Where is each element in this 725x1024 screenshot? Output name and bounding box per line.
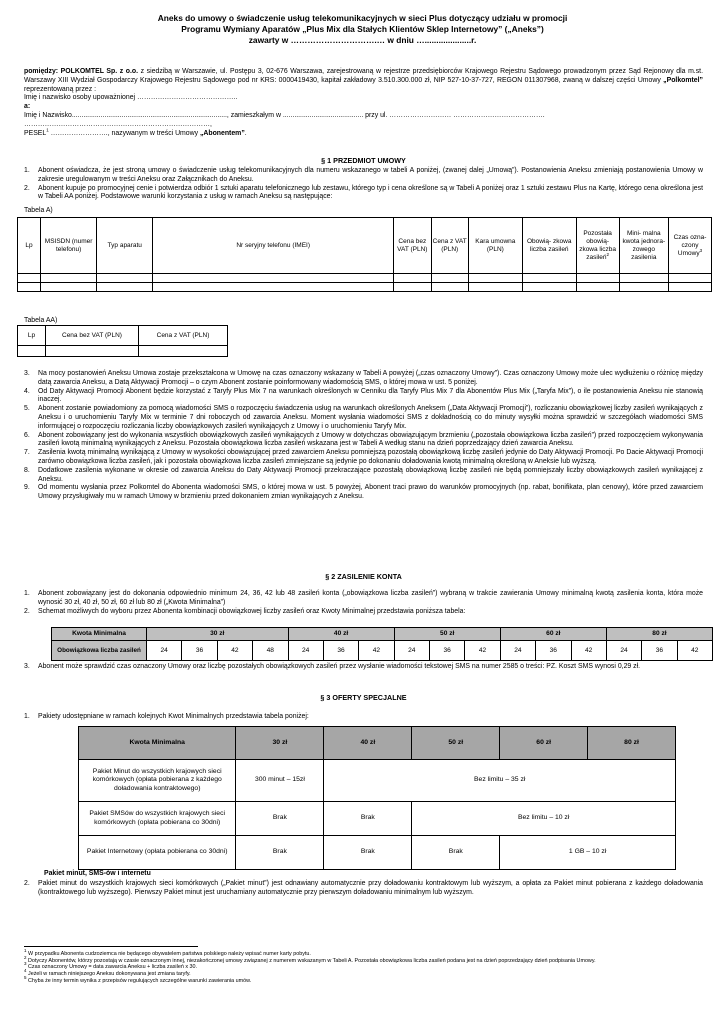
table-cell[interactable]	[431, 274, 468, 283]
party-polkomtel: pomiędzy: POLKOMTEL Sp. z o.o. z siedzibą w Warszawie, ul. Postępu 3, 02-676 Warszawa, zarejestrowaną w rejestrze przedsiębiorców Krajowego Rejestru Sądowego prowadzonym przez Sąd Rejonowy dla m.st. Warszawy XIII Wydział Gospodarczy Krajowego Rejestru Sądowego pod nr KRS: 0000419430, kapitał zakładowy 3.510.300.000 zł, NIP 527-10-37-727, REGON 011307968, zwaną w dalszej części Umowy „Polkomtel” reprezentowaną przez :	[24, 68, 703, 93]
table-cell[interactable]	[619, 274, 668, 283]
table-cell[interactable]	[576, 283, 619, 292]
table-a-header-cell: MSISDN (numer telefonu)	[41, 218, 97, 274]
document-title	[40, 13, 685, 46]
footnote-5: $^5$ Chyba że inny termin wynika z przepisów regulujących szczególne warunki zawierania umów.	[24, 975, 252, 984]
topup-count-cell: 24	[500, 641, 535, 661]
table-cell[interactable]	[97, 274, 153, 283]
table-cell[interactable]	[153, 283, 394, 292]
table-cell[interactable]	[619, 283, 668, 292]
offers-cell: Bez limitu – 35 zł	[324, 760, 676, 802]
topup-count-cell: 36	[430, 641, 465, 661]
offers-header-label: Kwota Minimalna	[79, 727, 236, 760]
table-cell[interactable]	[41, 283, 97, 292]
s1-paragraph-3: 3. Na mocy postanowień Aneksu Umowa zostaje przekształcona w Umowę na czas oznaczony wskazany w Tabeli A powyżej („czas oznaczony Umowy”). Czas oznaczony Umowy może ulec wydłużeniu o różnicę między datą zawarcia Aneksu, a Datą Aktywacji Promocji – o czym Abonent zostanie poinformowany wiadomością SMS, o której mowa w ust. 5 poniżej.	[24, 370, 703, 386]
section-2-paragraphs-b	[24, 663, 703, 672]
s1-paragraph-8: 8. Dodatkowe zasilenia wykonane w okresie od zawarcia Aneksu do Daty Aktywacji Promocji przekraczające pozostałą obowiązkową liczbę zasileń nie będą pomniejszały liczby obowiązkowych zasileń wynikającej z Aneksu.	[24, 466, 703, 483]
table-cell[interactable]	[18, 283, 41, 292]
table-aa	[17, 325, 228, 357]
table-cell[interactable]	[468, 274, 522, 283]
footnote-3: $^3$ Czas oznaczony Umowy = data zawarcia Aneksu + liczba zasileń x 30.	[24, 961, 198, 971]
table-row	[18, 283, 712, 292]
table-cell[interactable]	[41, 274, 97, 283]
title-line-2: Programu Wymiany Aparatów „Plus Mix dla Stałych Klientów Sklep Internetowy” („Aneks”)	[181, 24, 544, 34]
client-name-address-field[interactable]: Imię i Nazwisko................................................................................., zamieszkałym w .......................................... przy ul. ……………………… ………………………………….	[24, 111, 545, 119]
table-aa-label: Tabela AA)	[24, 317, 58, 324]
table-aa-header-cell: Cena bez VAT (PLN)	[46, 326, 139, 346]
s1-paragraph-9: 9. Od momentu wysłania przez Polkomtel do Abonenta wiadomości SMS, o której mowa w ust. 5 powyżej, Abonent traci prawo do warunków promocyjnych (np. rabat, bonifikata, plan cenowy), które przed zawarciem Umowy przysługiwały mu w ramach Umowy w brzmieniu przed dokonaniem zmian wynikających z Aneksu.	[24, 484, 703, 501]
table-cell[interactable]	[669, 283, 712, 292]
offers-row-internet	[79, 836, 676, 870]
table-a-header-cell: Pozostała obowią- zkowa liczba zasileń$^2$	[576, 218, 619, 274]
topup-count-cell: 42	[465, 641, 500, 661]
offers-cell: Brak	[236, 802, 324, 836]
topup-count-cell: 42	[359, 641, 394, 661]
table-aa-header-cell: Cena z VAT (PLN)	[139, 326, 228, 346]
table-a-header-cell: Cena bez VAT (PLN)	[394, 218, 431, 274]
offers-header-amount: 50 zł	[412, 727, 500, 760]
title-line-3: zawarty w ………………………….… w dniu …....................r.	[248, 35, 477, 45]
topup-count-cell: 42	[677, 641, 712, 661]
section-2-paragraphs-a	[24, 590, 703, 616]
required-topups-label: Obowiązkowa liczba zasileń	[52, 641, 147, 661]
min-amount-table	[51, 627, 713, 661]
topup-count-cell: 36	[642, 641, 677, 661]
table-cell[interactable]	[522, 283, 576, 292]
s2-paragraph-1: 1. Abonent zobowiązany jest do dokonania odpowiednio minimum 24, 36, 42 lub 48 zasileń konta („obowiązkowa liczba zasileń”) wybraną w trakcie zawierania Umowy minimalną kwotą zasilenia konta, która może wynosić 30 zł, 40 zł, 50 zł, 60 zł lub 80 zł („Kwota Minimalna”)	[24, 590, 703, 606]
section-1-paragraphs-b	[24, 370, 703, 502]
s1-paragraph-2: 2. Abonent kupuje po promocyjnej cenie i potwierdza odbiór 1 sztuki aparatu telefonicznego lub zestawu, którego typ i cena określone są w Tabeli A poniżej oraz 1 sztuki zestawu Plus na Kartę, którego cena określona jest w Tabeli AA poniżej. Podstawowe warunki korzystania z usług w ramach Aneksu są następujące:	[24, 184, 703, 201]
footnotes	[24, 948, 703, 985]
s1-paragraph-5: 5. Abonent zostanie powiadomiony za pomocą wiadomości SMS o rozpoczęciu świadczenia usług na warunkach określonych Aneksem („Data Aktywacji Promocji”), rozliczaniu obowiązkowej liczby zasileń wynikających z Aneksu i o uruchomieniu Taryfy Mix w terminie 7 dni roboczych od zawarcia Aneksu. Moment wysłania wiadomości SMS z dokładnością co do minuty wysyłki można sprawdzić w szczegółach wiadomości SMS informującej o rozpoczęciu rozliczania liczby obowiązkowych zasileń wynikających z Umowy i o uruchomieniu Taryfy Mix.	[24, 405, 703, 430]
topup-count-cell: 24	[606, 641, 641, 661]
offers-header-amount: 30 zł	[236, 727, 324, 760]
min-amount-label: Kwota Minimalna	[52, 628, 147, 641]
s2-paragraph-3: 3. Abonent może sprawdzić czas oznaczony Umowy oraz liczbę pozostałych obowiązkowych zasileń przez wysłanie wiadomości tekstowej SMS na numer 2585 o treści: PZ. Koszt SMS wynosi 0,29 zł.	[24, 663, 641, 670]
table-cell[interactable]	[46, 346, 139, 357]
table-a-header-row	[18, 218, 712, 274]
table-a-header-cell: Lp	[18, 218, 41, 274]
table-a-header-cell: Typ aparatu	[97, 218, 153, 274]
table-a-header-cell: Cena z VAT (PLN)	[431, 218, 468, 274]
section-3-heading: § 3 OFERTY SPECJALNE	[320, 693, 407, 702]
topup-count-cell: 36	[182, 641, 217, 661]
parties-section	[24, 68, 703, 138]
min-amount-cell: 60 zł	[500, 628, 606, 641]
client-address-continued-field[interactable]: ………………………………………………………………………,	[24, 120, 212, 128]
s1-paragraph-6: 6. Abonent zobowiązany jest do wykonania wszystkich obowiązkowych zasileń wynikających z Umowy w dotychczas obowiązującym brzmieniu („pozostała obowiązkowa liczba zasileń”) przed rozpoczęciem wykonywania zasileń kwotą minimalną wynikających z Aneksu. Pozostała obowiązkowa liczba zasileń wskazana jest w Tabeli A według stanu na dzień poprzedzający dzień zawarcia Aneksu.	[24, 431, 703, 448]
offers-header-amount: 80 zł	[588, 727, 676, 760]
table-a-header-cell: Czas ozna- czony Umowy$^3$	[669, 218, 712, 274]
offers-header-amount: 60 zł	[500, 727, 588, 760]
table-cell[interactable]	[468, 283, 522, 292]
section-3-paragraph-1: 1. Pakiety udostępniane w ramach kolejnych Kwot Minimalnych przedstawia tabela poniżej:	[24, 713, 309, 720]
table-cell[interactable]	[522, 274, 576, 283]
footnote-divider	[24, 946, 198, 947]
s1-paragraph-4: 4. Od Daty Aktywacji Promocji Abonent będzie korzystać z Taryfy Plus Mix 7 na warunkach określonych w Cenniku dla Taryfy Plus Mix 7 dla Abonentów Plus Mix („Taryfa Mix”), o ile postanowienia Aneksu nie stanowią inaczej.	[24, 387, 703, 404]
table-row	[18, 274, 712, 283]
table-a-header-cell: Nr seryjny telefonu (IMEI)	[153, 218, 394, 274]
footnote-1: $^1$ W przypadku Abonenta cudzoziemca nie będącego obywatelem państwa polskiego należy wpisać numer karty pobytu.	[24, 948, 311, 957]
table-a-header-cell: Obowią- zkowa liczba zasileń	[522, 218, 576, 274]
offers-cell: 300 minut – 15zł	[236, 760, 324, 802]
footnote-2: $^2$ Dotyczy Abonentów, którzy pozostają w czasie oznaczonym innej, niezakończonej umowy związanej z numerem wskazanym w Tabeli A. Pozostała obowiązkowa liczba zasileń podana jest na dzień poprzedzający dzień podpisania Umowy.	[24, 954, 596, 964]
min-amount-cell: 40 zł	[288, 628, 394, 641]
offers-header-row	[79, 727, 676, 760]
offers-row-label: Pakiet Minut do wszystkich krajowych sieci komórkowych (opłata pobierana z każdego doładowania kontraktowego)	[79, 760, 236, 802]
table-cell[interactable]	[431, 283, 468, 292]
min-amount-row	[52, 628, 713, 641]
table-a-label: Tabela A)	[24, 207, 53, 214]
offers-cell: 1 GB – 10 zł	[500, 836, 676, 870]
table-row	[18, 346, 228, 357]
section-3-subheading: Pakiet minut, SMS-ów i internetu	[44, 870, 151, 877]
topup-count-cell: 36	[323, 641, 358, 661]
table-aa-header-cell: Lp	[18, 326, 46, 346]
table-cell[interactable]	[394, 283, 431, 292]
offers-cell: Bez limitu – 10 zł	[412, 802, 676, 836]
special-offers-table	[78, 726, 676, 870]
table-cell[interactable]	[153, 274, 394, 283]
table-cell[interactable]	[97, 283, 153, 292]
s1-paragraph-7: 7. Zasilenia kwotą minimalną wynikającą z Umowy w wysokości obowiązującej przed zawarciem Aneksu pomniejszą pozostałą obowiązkową liczbę zasileń jedynie do Daty Aktywacji Promocji. Po Dacie Aktywacji Promocji zarówno obowiązkowa liczba zasileń, jak i pozostała obowiązkowa liczba zasileń zmniejszane są jedynie po dokonaniu doładowania kwotą minimalną określoną w Aneksie lub wyższą.	[24, 449, 703, 465]
table-a-header-cell: Mini- malna kwota jednora- zowego zasilenia	[619, 218, 668, 274]
table-a	[17, 217, 712, 292]
table-cell[interactable]	[394, 274, 431, 283]
required-topups-row	[52, 641, 713, 661]
table-cell[interactable]	[18, 346, 46, 357]
representative-field[interactable]: Imię i nazwisko osoby upoważnionej ……………………………………..	[24, 94, 238, 102]
min-amount-cell: 30 zł	[147, 628, 289, 641]
section-1-heading: § 1 PRZEDMIOT UMOWY	[321, 156, 406, 165]
pesel-field[interactable]: PESEL$^1$ ……………………., nazywanym w treści Umowy „Abonentem”.	[24, 127, 247, 137]
table-cell[interactable]	[18, 274, 41, 283]
section-2-heading: § 2 ZASILENIE KONTA	[325, 572, 402, 581]
offers-cell: Brak	[324, 836, 412, 870]
min-amount-cell: 50 zł	[394, 628, 500, 641]
topup-count-cell: 42	[217, 641, 252, 661]
conjunction-a: a:	[24, 103, 31, 111]
table-cell[interactable]	[669, 274, 712, 283]
s2-paragraph-2: 2. Schemat możliwych do wyboru przez Abonenta kombinacji obowiązkowej liczby zasileń oraz Kwoty Minimalnej przedstawia poniższa tabela:	[24, 607, 466, 615]
offers-row-label: Pakiet SMSów do wszystkich krajowych sieci komórkowych (opłata pobierana co 30dni)	[79, 802, 236, 836]
title-line-1: Aneks do umowy o świadczenie usług telekomunikacyjnych w sieci Plus dotyczący udziału w promocji	[157, 13, 568, 23]
table-cell[interactable]	[139, 346, 228, 357]
offers-row-label: Pakiet Internetowy (opłata pobierana co 30dni)	[79, 836, 236, 870]
topup-count-cell: 36	[536, 641, 571, 661]
offers-cell: Brak	[412, 836, 500, 870]
topup-count-cell: 24	[394, 641, 429, 661]
offers-cell: Brak	[324, 802, 412, 836]
topup-count-cell: 42	[571, 641, 606, 661]
offers-row-minutes	[79, 760, 676, 802]
topup-count-cell: 48	[253, 641, 288, 661]
s1-paragraph-1: 1. Abonent oświadcza, że jest stroną umowy o świadczenie usług telekomunikacyjnych dla numeru wskazanego w tabeli A poniżej, (zwanej dalej „Umową”). Postanowienia Aneksu zmieniają postanowienia Umowy w zakresie uregulowanym w treści Aneksu oraz Załącznikach do Aneksu.	[24, 167, 703, 183]
section-3-paragraph-2: 2. Pakiet minut do wszystkich krajowych sieci komórkowych („Pakiet minut”) jest odnawiany automatycznie przy doładowaniu kontraktowym lub wyższym, a opłata za Pakiet minut pobierana z każdego doładowania (kontraktowego lub wyższego). Pierwszy Pakiet minut jest uruchamiany automatycznie przy pierwszym doładowaniu minimalnym lub wyższym.	[24, 880, 703, 896]
min-amount-cell: 80 zł	[606, 628, 712, 641]
offers-header-amount: 40 zł	[324, 727, 412, 760]
offers-cell: Brak	[236, 836, 324, 870]
offers-row-sms	[79, 802, 676, 836]
table-aa-header-row	[18, 326, 228, 346]
topup-count-cell: 24	[147, 641, 182, 661]
table-cell[interactable]	[576, 274, 619, 283]
table-a-header-cell: Kara umowna (PLN)	[468, 218, 522, 274]
topup-count-cell: 24	[288, 641, 323, 661]
section-1-paragraphs-a	[24, 167, 703, 202]
footnote-4: $^4$ Jeżeli w ramach niniejszego Aneksu dokonywana jest zmiana taryfy.	[24, 968, 191, 978]
